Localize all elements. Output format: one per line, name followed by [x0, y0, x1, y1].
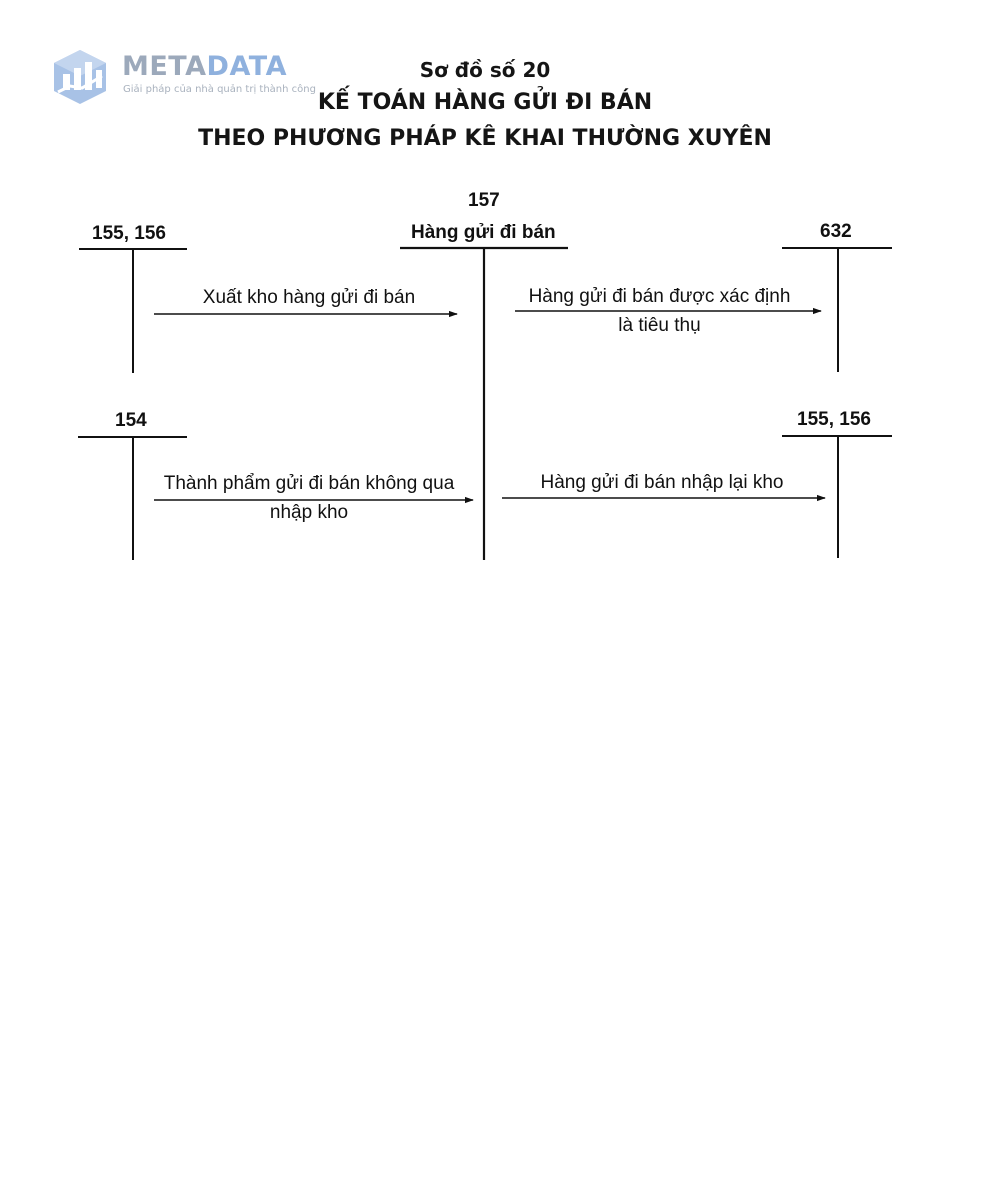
flow-export-label [154, 283, 464, 312]
flow-return-to-stock-label [510, 468, 814, 497]
flow-recognized-sold-line1: Hàng gửi đi bán được xác định [528, 286, 791, 307]
flow-finished-goods-line2: nhập kho [269, 502, 349, 523]
top-left-account-code: 155, 156 [92, 223, 166, 244]
logo-word-meta: META [122, 51, 207, 82]
diagram-title-line1: KẾ TOÁN HÀNG GỬI ĐI BÁN [317, 90, 653, 115]
flow-recognized-sold-label [507, 282, 812, 340]
flow-finished-goods-label [146, 469, 472, 527]
logo-tagline: Giải pháp của nhà quản trị thành công [123, 84, 316, 95]
center-account-code: 157 [468, 190, 500, 211]
center-account-name: Hàng gửi đi bán [411, 222, 556, 243]
bottom-right-account-code: 155, 156 [797, 409, 871, 430]
top-right-account-code: 632 [820, 221, 852, 242]
bottom-left-account-code: 154 [115, 410, 147, 431]
flow-export-line1: Xuất kho hàng gửi đi bán [202, 287, 416, 308]
diagram-title-line2: THEO PHƯƠNG PHÁP KÊ KHAI THƯỜNG XUYÊN [198, 126, 772, 151]
flow-finished-goods-line1: Thành phẩm gửi đi bán không qua [163, 473, 455, 494]
flow-return-to-stock-line1: Hàng gửi đi bán nhập lại kho [540, 472, 784, 493]
logo-word-data: DATA [206, 51, 287, 82]
diagram-number: Sơ đồ số 20 [419, 58, 551, 82]
flow-recognized-sold-line2: là tiêu thụ [618, 315, 701, 336]
